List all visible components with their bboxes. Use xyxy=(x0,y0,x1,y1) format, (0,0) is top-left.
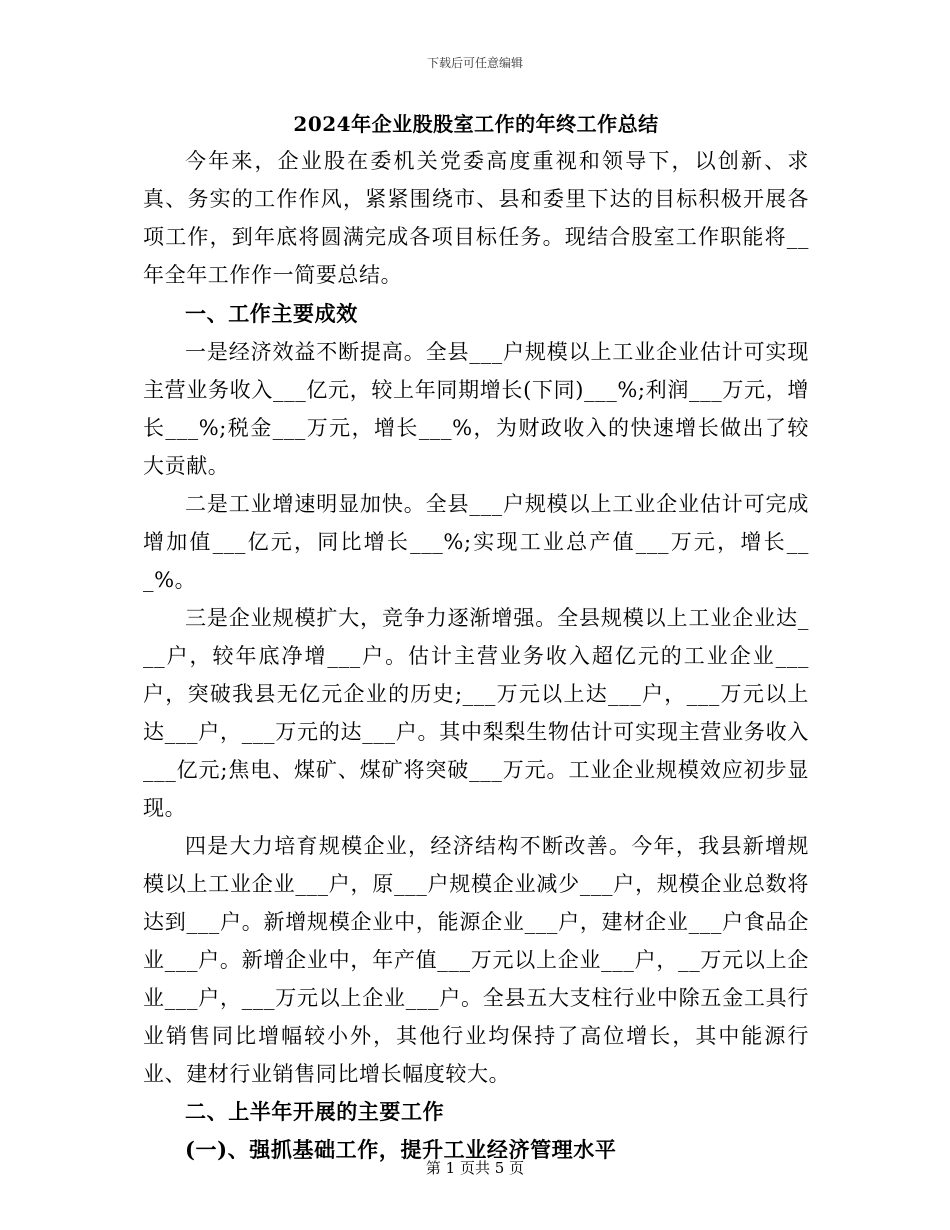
page-number: 第 1 页共 5 页 xyxy=(425,1159,525,1177)
document-title: 2024年企业股股室工作的年终工作总结 xyxy=(293,112,659,136)
page-header-note: 下载后可任意编辑 xyxy=(426,56,523,70)
section-1-paragraph-4: 四是大力培育规模企业，经济结构不断改善。今年，我县新增规模以上工业企业___户，原___户规模企业减少___户，规模企业总数将达到___户。新增规模企业中，能源企业___户，建材企业___户食品企业___户。新增企业中，年产值___万元以上企业___户，__万元以上企业___户，___万元以上企业___户。全县五大支柱行业中除五金工具行业销售同比增幅较小外，其他行业均保持了高位增长，其中能源行业、建材行业销售同比增长幅度较大。 xyxy=(143,834,809,1086)
document-content xyxy=(143,106,809,1169)
section-2-subheading-1: (一)、强抓基础工作，提升工业经济管理水平 xyxy=(185,1137,617,1162)
section-1-paragraph-1: 一是经济效益不断提高。全县___户规模以上工业企业估计可实现主营业务收入___亿元，较上年同期增长(下同)___%;利润___万元，增长___%;税金___万元，增长___%，为财政收入的快速增长做出了较大贡献。 xyxy=(143,340,809,478)
intro-paragraph: 今年来，企业股在委机关党委高度重视和领导下，以创新、求真、务实的工作作风，紧紧围绕市、县和委里下达的目标积极开展各项工作，到年底将圆满完成各项目标任务。现结合股室工作职能将__年全年工作作一简要总结。 xyxy=(143,149,809,287)
section-1-paragraph-3: 三是企业规模扩大，竞争力逐渐增强。全县规模以上工业企业达___户，较年底净增___户。估计主营业务收入超亿元的工业企业___户，突破我县无亿元企业的历史;___万元以上达___户，___万元以上达___户，___万元的达___户。其中梨梨生物估计可实现主营业务收入___亿元;焦电、煤矿、煤矿将突破___万元。工业企业规模效应初步显现。 xyxy=(143,606,809,820)
section-2-heading: 二、上半年开展的主要工作 xyxy=(185,1099,445,1124)
section-1-heading: 一、工作主要成效 xyxy=(185,301,358,326)
section-1-paragraph-2: 二是工业增速明显加快。全县___户规模以上工业企业估计可完成增加值___亿元，同比增长___%;实现工业总产值___万元，增长___%。 xyxy=(143,492,809,592)
